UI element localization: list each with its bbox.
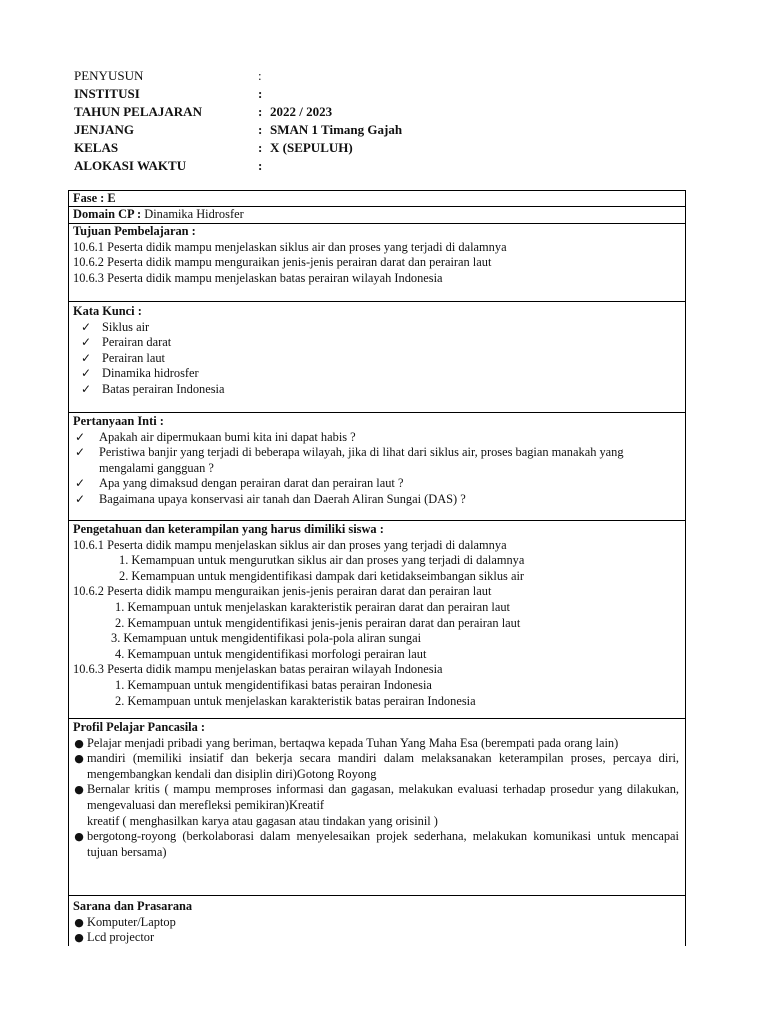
list-item-text: Pelajar menjadi pribadi yang beriman, bertaqwa kepada Tuhan Yang Maha Esa (berempati pada orang lain): [87, 735, 619, 750]
pengetahuan-item: 2. Kemampuan untuk mengidentifikasi dampak dari ketidakseimbangan siklus air: [119, 568, 525, 583]
pengetahuan-heading: 10.6.2 Peserta didik mampu menguraikan jenis-jenis perairan darat dan perairan laut: [73, 584, 492, 599]
list-item-text: Dinamika hidrosfer: [102, 366, 199, 381]
header-label: TAHUN PELAJARAN: [74, 104, 202, 119]
pengetahuan-item: 2. Kemampuan untuk menjelaskan karakteristik batas perairan Indonesia: [115, 693, 476, 708]
check-icon: ✓: [75, 491, 86, 506]
list-item-text: Apakah air dipermukaan bumi kita ini dapat habis ?: [99, 429, 356, 444]
profil-section: [69, 719, 685, 896]
list-item-text: Perairan laut: [102, 350, 165, 365]
pengetahuan-heading: 10.6.1 Peserta didik mampu menjelaskan siklus air dan proses yang terjadi di dalamnya: [73, 537, 507, 552]
check-icon: ✓: [81, 366, 92, 381]
list-item: [73, 430, 685, 446]
check-icon: ✓: [81, 335, 92, 350]
list-item: [71, 736, 685, 752]
kata-kunci-section: [69, 302, 685, 413]
header-colon: :: [258, 104, 263, 119]
list-item: [73, 366, 685, 382]
header-row-jenjang: [74, 121, 402, 139]
pertanyaan-section: [69, 413, 685, 521]
tujuan-section: [69, 224, 685, 302]
fase-row: [69, 191, 685, 207]
pertanyaan-title: Pertanyaan Inti :: [73, 414, 164, 428]
kata-kunci-title: Kata Kunci :: [73, 304, 142, 318]
header-label: ALOKASI WAKTU: [74, 158, 187, 173]
pengetahuan-item: 3. Kemampuan untuk mengidentifikasi pola-pola aliran sungai: [111, 631, 422, 646]
list-item-text: Siklus air: [102, 319, 150, 334]
header-colon: :: [258, 140, 263, 155]
bullet-icon: ●: [74, 783, 84, 797]
header-value: SMAN 1 Timang Gajah: [270, 122, 403, 137]
check-icon: ✓: [81, 350, 92, 365]
list-item: [73, 382, 685, 398]
tujuan-item: 10.6.1 Peserta didik mampu menjelaskan siklus air dan proses yang terjadi di dalamnya: [73, 239, 507, 254]
header-colon: :: [258, 158, 263, 173]
list-item-text: Bernalar kritis ( mampu memproses informasi dan gagasan, melakukan evaluasi terhadap prosedur yang dilakukan, mengevaluasi dan merefleksi pemikiran)Kreatif: [87, 782, 679, 812]
header-row-kelas: [74, 139, 402, 157]
tujuan-item: 10.6.3 Peserta didik mampu menjelaskan batas perairan wilayah Indonesia: [73, 270, 443, 285]
pengetahuan-item: 1. Kemampuan untuk menjelaskan karakteristik perairan darat dan perairan laut: [115, 599, 510, 614]
list-item: [73, 351, 685, 367]
pengetahuan-heading: 10.6.3 Peserta didik mampu menjelaskan batas perairan wilayah Indonesia: [73, 662, 443, 677]
header-colon: :: [258, 68, 262, 83]
list-item: [71, 814, 685, 830]
check-icon: ✓: [81, 381, 92, 396]
header-row-tahun-pelajaran: [74, 103, 402, 121]
pengetahuan-title: Pengetahuan dan keterampilan yang harus dimiliki siswa :: [73, 522, 384, 536]
list-item: [71, 782, 685, 813]
check-icon: ✓: [75, 445, 86, 460]
pengetahuan-item: 4. Kemampuan untuk mengidentifikasi morfologi perairan laut: [115, 646, 427, 661]
header-colon: :: [258, 122, 263, 137]
list-item-text: Batas perairan Indonesia: [102, 381, 225, 396]
header-label: PENYUSUN: [74, 68, 144, 83]
check-icon: ✓: [81, 319, 92, 334]
fase-label: Fase : E: [73, 191, 116, 205]
list-item-text: mandiri (memiliki insiatif dan bekerja secara mandiri dalam melaksanakan keterampilan proses, percaya diri, mengembangkan kendali dan disiplin diri)Gotong Royong: [87, 751, 679, 781]
header-value: 2022 / 2023: [270, 104, 333, 119]
profil-title: Profil Pelajar Pancasila :: [73, 720, 206, 734]
list-item: [73, 476, 685, 492]
header-value: X (SEPULUH): [270, 140, 353, 155]
sarana-title: Sarana dan Prasarana: [73, 899, 193, 913]
list-item-text: Apa yang dimaksud dengan perairan darat dan perairan laut ?: [99, 476, 404, 491]
pengetahuan-item: 2. Kemampuan untuk mengidentifikasi jenis-jenis perairan darat dan perairan laut: [115, 615, 521, 630]
header-row-alokasi-waktu: [74, 157, 402, 175]
list-item: [73, 492, 685, 508]
list-item: [73, 335, 685, 351]
header-row-institusi: [74, 85, 402, 103]
list-item: [73, 445, 685, 476]
header-label: JENJANG: [74, 122, 134, 137]
pengetahuan-item: 1. Kemampuan untuk mengurutkan siklus air dan proses yang terjadi di dalamnya: [119, 553, 525, 568]
list-item-text: Bagaimana upaya konservasi air tanah dan Daerah Aliran Sungai (DAS) ?: [99, 491, 466, 506]
bullet-icon: ●: [74, 752, 84, 766]
header-colon: :: [258, 86, 263, 101]
list-item: [71, 751, 685, 782]
bullet-icon: ●: [74, 915, 84, 929]
document-header: [74, 67, 402, 175]
bullet-icon: ●: [74, 736, 84, 750]
sarana-section: [69, 896, 685, 946]
header-label: KELAS: [74, 140, 119, 155]
domain-row: [69, 207, 685, 224]
list-item: [73, 320, 685, 336]
list-item-text: bergotong-royong (berkolaborasi dalam menyelesaikan projek sederhana, melakukan komunikasi untuk mencapai tujuan bersama): [87, 829, 679, 859]
pengetahuan-section: [69, 521, 685, 719]
lesson-plan-table: [68, 190, 686, 946]
list-item: [71, 915, 685, 931]
list-item-text: kreatif ( menghasilkan karya atau gagasan atau tindakan yang orisinil ): [87, 813, 438, 828]
list-item-text: Perairan darat: [102, 335, 172, 350]
bullet-icon: ●: [74, 931, 84, 945]
domain-label: Domain CP :: [73, 207, 142, 221]
tujuan-item: 10.6.2 Peserta didik mampu menguraikan jenis-jenis perairan darat dan perairan laut: [73, 255, 492, 270]
pengetahuan-item: 1. Kemampuan untuk mengidentifikasi batas perairan Indonesia: [115, 677, 432, 692]
domain-value: Dinamika Hidrosfer: [141, 207, 244, 221]
list-item-text: Peristiwa banjir yang terjadi di beberapa wilayah, jika di lihat dari siklus air, proses bagian manakah yang mengalami gangguan ?: [99, 445, 624, 475]
check-icon: ✓: [75, 476, 86, 491]
header-row-penyusun: [74, 67, 402, 85]
bullet-icon: ●: [74, 830, 84, 844]
list-item: [71, 930, 685, 946]
list-item-text: Komputer/Laptop: [87, 914, 176, 929]
tujuan-title: Tujuan Pembelajaran :: [73, 224, 196, 238]
list-item: [71, 829, 685, 860]
list-item-text: Lcd projector: [87, 930, 155, 945]
check-icon: ✓: [75, 429, 86, 444]
header-label: INSTITUSI: [74, 86, 140, 101]
